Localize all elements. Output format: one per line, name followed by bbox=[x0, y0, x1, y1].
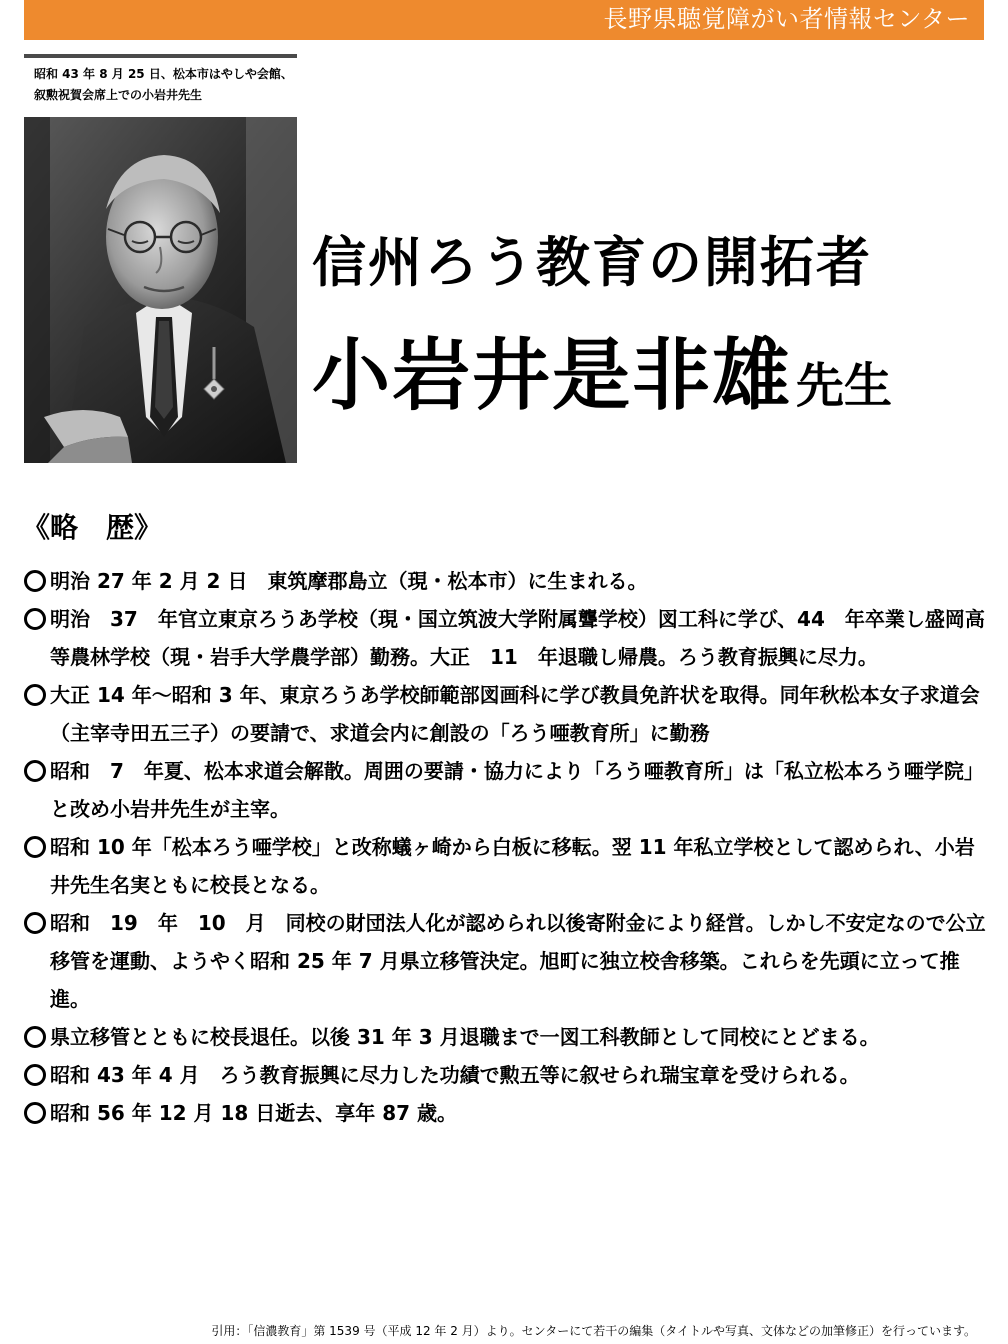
history-entry: 昭和 7 年夏、松本求道会解散。周囲の要請・協力により「ろう唖教育所」は「私立松本ろう唖学院」と改め小岩井先生が主宰。 bbox=[50, 759, 984, 821]
list-item bbox=[24, 1018, 988, 1056]
circle-bullet-icon bbox=[24, 760, 46, 782]
list-item bbox=[24, 904, 988, 1018]
photo-divider bbox=[24, 54, 297, 58]
page-subtitle: 信州ろう教育の開拓者 bbox=[312, 231, 872, 294]
page-title bbox=[312, 328, 892, 434]
photo-caption-line: 叙勲祝賀会席上での小岩井先生 bbox=[34, 88, 203, 102]
circle-bullet-icon bbox=[24, 836, 46, 858]
history-entry: 昭和 10 年「松本ろう唖学校」と改称蟻ヶ崎から白板に移転。翌 11 年私立学校として認められ、小岩井先生名実ともに校長となる。 bbox=[50, 835, 975, 897]
photo-caption bbox=[34, 64, 293, 106]
photo-caption-line: 昭和 43 年 8 月 25 日、松本市はやしや会館、 bbox=[34, 67, 293, 81]
circle-bullet-icon bbox=[24, 1026, 46, 1048]
person-name: 小岩井是非雄 bbox=[312, 331, 793, 421]
source-citation: 引用：「信濃教育」第 1539 号（平成 12 年 2 月）より。センターにて若干の編集（タイトルや写真、文体などの加筆修正）を行っています。 bbox=[211, 1324, 976, 1338]
list-item bbox=[24, 1056, 988, 1094]
section-heading: 《略 歴》 bbox=[22, 511, 163, 544]
portrait-illustration bbox=[24, 117, 297, 463]
honorific: 先生 bbox=[796, 358, 893, 414]
portrait-photo bbox=[24, 117, 297, 463]
history-entry: 県立移管とともに校長退任。以後 31 年 3 月退職まで一図工科教師として同校にとどまる。 bbox=[50, 1025, 880, 1049]
list-item bbox=[24, 1094, 988, 1132]
circle-bullet-icon bbox=[24, 608, 46, 630]
list-item bbox=[24, 676, 988, 752]
history-entry: 昭和 43 年 4 月 ろう教育振興に尽力した功績で勲五等に叙せられ瑞宝章を受けられる。 bbox=[50, 1063, 860, 1087]
history-entry: 明治 27 年 2 月 2 日 東筑摩郡島立（現・松本市）に生まれる。 bbox=[50, 569, 648, 593]
list-item bbox=[24, 828, 988, 904]
history-list bbox=[24, 562, 988, 1132]
list-item bbox=[24, 752, 988, 828]
organization-name: 長野県聴覚障がい者情報センター bbox=[603, 5, 970, 33]
list-item bbox=[24, 600, 988, 676]
history-entry: 明治 37 年官立東京ろうあ学校（現・国立筑波大学附属聾学校）図工科に学び、44 年卒業し盛岡高等農林学校（現・岩手大学農学部）勤務。大正 11 年退職し帰農。ろう教育振興に尽力。 bbox=[50, 607, 985, 669]
history-entry: 昭和 56 年 12 月 18 日逝去、享年 87 歳。 bbox=[50, 1101, 458, 1125]
circle-bullet-icon bbox=[24, 912, 46, 934]
circle-bullet-icon bbox=[24, 1102, 46, 1124]
history-entry: 大正 14 年～昭和 3 年、東京ろうあ学校師範部図画科に学び教員免許状を取得。同年秋松本女子求道会（主宰寺田五三子）の要請で、求道会内に創設の「ろう唖教育所」に勤務 bbox=[50, 683, 980, 745]
circle-bullet-icon bbox=[24, 1064, 46, 1086]
circle-bullet-icon bbox=[24, 570, 46, 592]
header-bar bbox=[24, 0, 984, 40]
list-item bbox=[24, 562, 988, 600]
history-entry: 昭和 19 年 10 月 同校の財団法人化が認められ以後寄附金により経営。しかし不安定なので公立移管を運動、ようやく昭和 25 年 7 月県立移管決定。旭町に独立校舎移築。これらを先頭に立って推進。 bbox=[50, 911, 986, 1011]
circle-bullet-icon bbox=[24, 684, 46, 706]
